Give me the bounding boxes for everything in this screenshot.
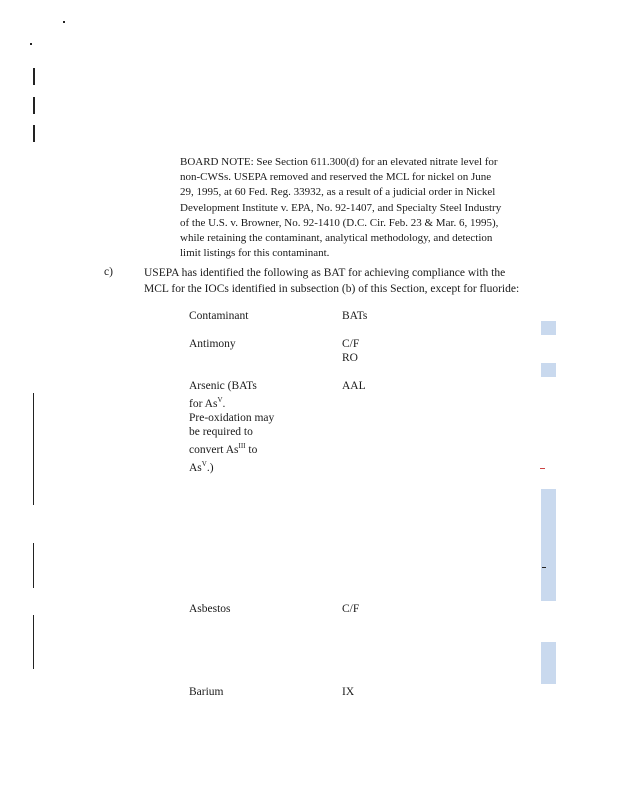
bat-value: AAL	[342, 380, 366, 392]
bat-value: C/F	[342, 603, 360, 615]
margin-shade	[541, 321, 556, 335]
contaminant-name: Barium	[189, 686, 224, 698]
table-row-asbestos-contaminant	[189, 602, 231, 616]
margin-shade	[541, 363, 556, 377]
margin-shade	[541, 489, 556, 601]
board-note-line: 29, 1995, at 60 Fed. Reg. 33932, as a result of a judicial order in Nickel	[180, 186, 496, 199]
scan-speck	[540, 468, 545, 469]
board-note-line: non-CWSs. USEPA removed and reserved the MCL for nickel on June	[180, 171, 492, 184]
change-bar	[33, 393, 34, 505]
scan-speck	[30, 43, 32, 45]
contaminant-name: Antimony	[189, 338, 236, 350]
change-bar	[33, 543, 34, 588]
contaminant-line: be required to	[189, 425, 253, 438]
subsection-line: MCL for the IOCs identified in subsection (b) of this Section, except for fluoride:	[144, 282, 520, 295]
contaminant-line: Pre-oxidation may	[189, 411, 275, 424]
column-header-contaminant: Contaminant	[189, 310, 249, 322]
table-row-antimony-contaminant	[189, 337, 236, 351]
contaminant-name: Asbestos	[189, 603, 231, 615]
subsection-text	[144, 266, 544, 297]
contaminant-line: for $As^V$.	[189, 396, 226, 410]
change-bar	[33, 68, 35, 85]
scan-speck	[542, 567, 546, 568]
table-row-barium-contaminant	[189, 685, 224, 699]
scan-speck	[63, 21, 65, 23]
table-row-antimony-bats	[342, 337, 359, 365]
subsection-line: USEPA has identified the following as BAT for achieving compliance with the	[144, 267, 506, 279]
table-row-arsenic-bats	[342, 379, 366, 393]
table-row-arsenic-contaminant	[189, 379, 274, 474]
board-note-line: of the U.S. v. Browner, No. 92-1410 (D.C. Cir. Feb. 23 & Mar. 6, 1995),	[180, 216, 499, 229]
contaminant-line: $As^V$.)	[189, 459, 214, 474]
board-note-line: limit listings for this contaminant.	[180, 247, 330, 260]
board-note	[180, 155, 542, 261]
board-note-line: while retaining the contaminant, analytical methodology, and detection	[180, 232, 493, 245]
board-note-line: Development Institute v. EPA, No. 92-1407, and Specialty Steel Industry	[180, 201, 502, 214]
table-row-asbestos-bats	[342, 602, 359, 616]
change-bar	[33, 125, 35, 142]
bat-value: RO	[342, 352, 358, 364]
margin-shade	[541, 642, 556, 684]
contaminant-line: Arsenic (BATs	[189, 380, 257, 392]
bat-value: C/F	[342, 338, 360, 350]
change-bar	[33, 615, 34, 669]
bat-value: IX	[342, 686, 355, 698]
change-bar	[33, 97, 35, 114]
board-note-line: BOARD NOTE: See Section 611.300(d) for an elevated nitrate level for	[180, 156, 498, 168]
column-header-bats: BATs	[342, 310, 368, 322]
table-row-barium-bats	[342, 685, 354, 699]
subsection-label: c)	[104, 266, 113, 278]
contaminant-line: convert $As^{III}$ to	[189, 441, 258, 456]
